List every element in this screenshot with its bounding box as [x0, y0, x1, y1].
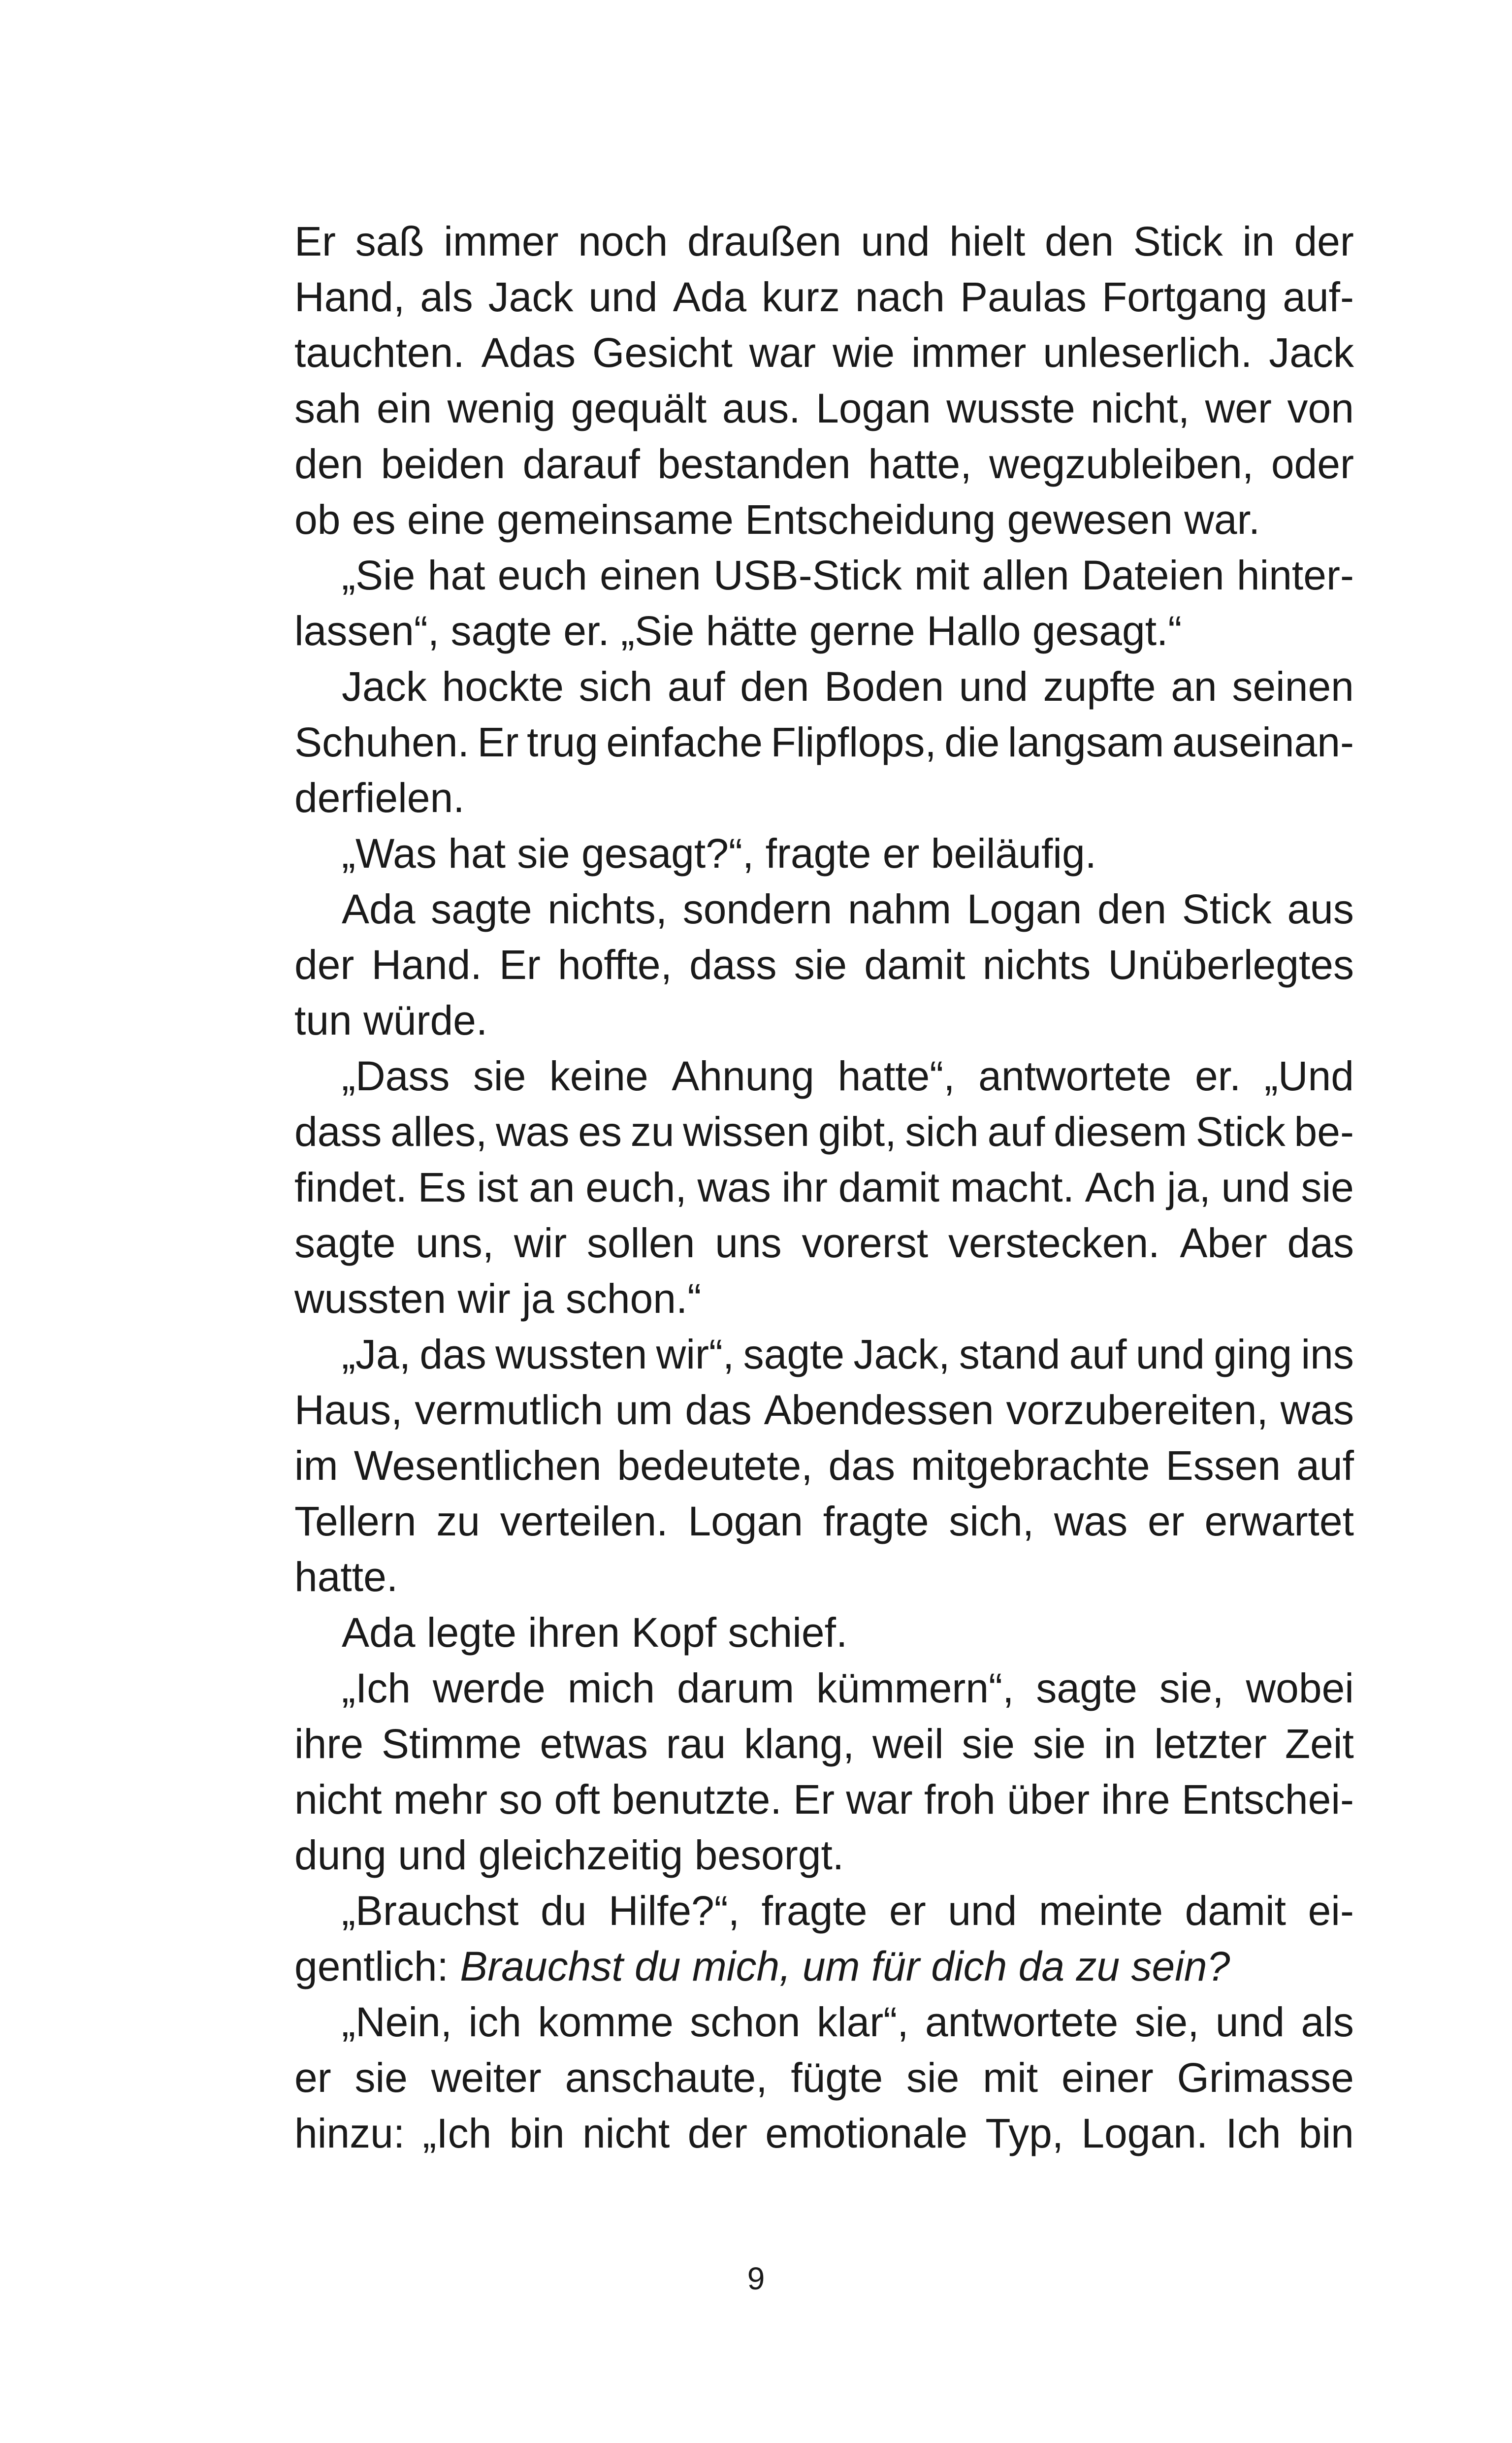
word: Stick [1133, 218, 1223, 264]
word: verteilen. [500, 1498, 668, 1544]
word: wobei [1246, 1665, 1354, 1711]
word: aus [1287, 886, 1354, 932]
word: zupfte [1043, 663, 1156, 710]
word: rau [666, 1721, 726, 1767]
word: wer [1205, 385, 1272, 431]
text-line [294, 1939, 1354, 1994]
word: und [959, 663, 1028, 710]
word: „Ich [342, 1665, 411, 1711]
text-line [294, 1772, 1354, 1827]
word: euch [497, 552, 587, 598]
text-line [294, 269, 1354, 325]
word: war [749, 329, 816, 376]
word: er [294, 2054, 331, 2101]
word: Hand. [371, 942, 482, 988]
word: einfache [606, 719, 763, 765]
page-number: 9 [747, 2261, 765, 2296]
word: Hand, [294, 274, 405, 320]
word: Boden [824, 663, 944, 710]
word: ein [376, 385, 432, 431]
word: Er [477, 719, 519, 765]
word: aus. [722, 385, 801, 431]
word: bin [509, 2110, 565, 2156]
word: das [1287, 1220, 1354, 1266]
text-line [294, 715, 1354, 770]
word: immer [444, 218, 559, 264]
word: Ada [342, 886, 416, 932]
word: bestanden [657, 441, 851, 487]
text-line [294, 993, 1354, 1048]
word: ihre [294, 1721, 364, 1767]
word: uns, [416, 1220, 494, 1266]
word: das [419, 1331, 486, 1377]
word: sie [906, 2054, 960, 2101]
word: nicht [294, 1776, 382, 1823]
word: Logan. [1081, 2110, 1208, 2156]
text-line [294, 1048, 1354, 1104]
text-line [294, 492, 1354, 548]
word: Hilfe?“, [609, 1888, 740, 1934]
word: Er [793, 1776, 835, 1823]
word: dass [294, 1108, 382, 1155]
word: Stick [1195, 1108, 1286, 1155]
text-line [294, 381, 1354, 436]
word: der [1294, 218, 1354, 264]
word: unleserlich. [1043, 329, 1253, 376]
word: der [687, 2110, 748, 2156]
word: Schuhen. [294, 719, 469, 765]
word: ihre [1101, 1776, 1170, 1823]
word: diesem [1054, 1108, 1187, 1155]
word: hat [427, 552, 485, 598]
word: „Nein, [342, 1999, 452, 2045]
word: ins [1301, 1331, 1354, 1377]
word: etwas [540, 1721, 648, 1767]
word: sich [579, 663, 653, 710]
word: emotionale [765, 2110, 968, 2156]
word: war [846, 1776, 913, 1823]
text-line [294, 1494, 1354, 1549]
word: Aber [1180, 1220, 1267, 1266]
word: von [1287, 385, 1354, 431]
word: Dateien [1082, 552, 1224, 598]
text-line [294, 2050, 1354, 2106]
word: komme [538, 1999, 674, 2045]
text-line [294, 2106, 1354, 2161]
text-line [294, 1271, 1354, 1327]
word: sagte [1036, 1665, 1137, 1711]
word: sagte [743, 1331, 845, 1377]
word: sollen [586, 1220, 695, 1266]
word: Flipflops, [771, 719, 936, 765]
word: er. [1194, 1053, 1241, 1099]
word: damit [1185, 1888, 1287, 1934]
word: die [944, 719, 1000, 765]
word: den [740, 663, 809, 710]
text-line [294, 1327, 1354, 1382]
word: „Ich [422, 2110, 492, 2156]
word: mich [567, 1665, 655, 1711]
word: vorerst [802, 1220, 929, 1266]
word: Es [418, 1164, 466, 1210]
text-line [294, 1827, 1354, 1883]
word: ist [477, 1164, 518, 1210]
word: Ich [1225, 2110, 1281, 2156]
word: und [588, 274, 658, 320]
word: bin [1298, 2110, 1354, 2156]
word: Fortgang [1101, 274, 1268, 320]
word: Jack [1269, 329, 1354, 376]
word: sie [1301, 1164, 1354, 1210]
word: wenig [447, 385, 556, 431]
word: sie [962, 1721, 1015, 1767]
line-text: derfielen. [294, 775, 465, 821]
word: Gesicht [592, 329, 733, 376]
word: hockte [442, 663, 564, 710]
word: gibt, [818, 1108, 897, 1155]
body-text [294, 214, 1354, 2161]
word: stand [959, 1331, 1061, 1377]
word: auf [1069, 1331, 1127, 1377]
word: klar“, [816, 1999, 909, 2045]
word: USB-Stick [713, 552, 902, 598]
word: zu [630, 1108, 675, 1155]
text-line [294, 1994, 1354, 2050]
word: meinte [1038, 1888, 1163, 1934]
text-line [294, 1883, 1354, 1939]
word: Ada [673, 274, 747, 320]
text-line [294, 325, 1354, 381]
word: bedeutete, [617, 1442, 813, 1489]
line-text: ob es eine gemeinsame Entscheidung gewesen war. [294, 496, 1260, 543]
word: auf- [1283, 274, 1354, 320]
line-text: wussten wir ja schon.“ [294, 1275, 702, 1322]
word: den [1045, 218, 1114, 264]
word: wusste [946, 385, 1075, 431]
word: hatte“, [837, 1053, 955, 1099]
word: sie, [1159, 1665, 1224, 1711]
word: wie [833, 329, 895, 376]
word: wussten [495, 1331, 647, 1377]
word: kümmern“, [816, 1665, 1014, 1711]
italic-text: Brauchst du mich, um für dich da zu sein? [460, 1943, 1230, 1989]
word: uns [715, 1220, 782, 1266]
word: trug [527, 719, 598, 765]
text-line [294, 770, 1354, 826]
word: so [499, 1776, 543, 1823]
word: Jack [488, 274, 574, 320]
word: Logan [688, 1498, 803, 1544]
word: Ahnung [672, 1053, 814, 1099]
word: fragte [823, 1498, 929, 1544]
word: nichts [982, 942, 1091, 988]
word: Typ, [985, 2110, 1064, 2156]
word: froh [924, 1776, 996, 1823]
word: findet. [294, 1164, 407, 1210]
word: über [1007, 1776, 1090, 1823]
word: das [828, 1442, 895, 1489]
word: auf [667, 663, 725, 710]
word: hinzu: [294, 2110, 405, 2156]
word: Paulas [960, 274, 1087, 320]
word: sie [1032, 1721, 1086, 1767]
word: sagte [431, 886, 532, 932]
word: Unüberlegtes [1108, 942, 1354, 988]
word: „Sie [342, 552, 416, 598]
word: dass [689, 942, 777, 988]
text-line [294, 1215, 1354, 1271]
word: darauf [522, 441, 640, 487]
word: draußen [687, 218, 841, 264]
text-line [294, 937, 1354, 993]
text-line [294, 548, 1354, 603]
word: sie, [1134, 1999, 1199, 2045]
word: allen [982, 552, 1069, 598]
word: tauchten. [294, 329, 465, 376]
word: er [889, 1888, 926, 1934]
word: hatte, [868, 441, 972, 487]
word: Er [499, 942, 541, 988]
word: keine [549, 1053, 648, 1099]
word: Zeit [1285, 1721, 1354, 1767]
word: als [420, 274, 473, 320]
line-text: Ada legte ihren Kopf schief. [342, 1609, 848, 1656]
word: im [294, 1442, 338, 1489]
word: klang, [744, 1721, 855, 1767]
word: Er [294, 218, 336, 264]
text-line [294, 214, 1354, 269]
word: noch [578, 218, 668, 264]
word: sie [794, 942, 847, 988]
word: was [496, 1108, 570, 1155]
word: einer [1061, 2054, 1154, 2101]
word: und [1221, 1164, 1290, 1210]
word: in [1104, 1721, 1136, 1767]
line-text: dung und gleichzeitig besorgt. [294, 1832, 844, 1878]
text-line [294, 659, 1354, 715]
word: antwortete [978, 1053, 1172, 1099]
word: Stick [1182, 886, 1272, 932]
word: auf [1296, 1442, 1354, 1489]
word: wir“, [656, 1331, 735, 1377]
word: schon [690, 1999, 801, 2045]
word: du [541, 1888, 587, 1934]
word: um [615, 1387, 673, 1433]
word: wegzubleiben, [989, 441, 1254, 487]
word: immer [911, 329, 1027, 376]
word: auf [987, 1108, 1045, 1155]
text-line [294, 1661, 1354, 1716]
text-line [294, 436, 1354, 492]
word: Adas [481, 329, 576, 376]
text-line [294, 603, 1354, 659]
word: und [948, 1888, 1017, 1934]
word: benutzte. [611, 1776, 782, 1823]
word: be- [1294, 1108, 1354, 1155]
word: letzter [1154, 1721, 1267, 1767]
word: sich, [949, 1498, 1034, 1544]
word: Stimme [381, 1721, 522, 1767]
word: erwartet [1204, 1498, 1354, 1544]
word: Logan [966, 886, 1082, 932]
word: werde [432, 1665, 546, 1711]
line-text: lassen“, sagte er. „Sie hätte gerne Hallo gesagt.“ [294, 608, 1182, 654]
word: fragte [761, 1888, 868, 1934]
text-line [294, 1605, 1354, 1661]
text-line [294, 1160, 1354, 1215]
word: „Ja, [342, 1331, 411, 1377]
word: ihr [781, 1164, 828, 1210]
line-text: tun würde. [294, 997, 488, 1043]
word: mit [983, 2054, 1038, 2101]
word: Haus, [294, 1387, 403, 1433]
word: nicht, [1091, 385, 1190, 431]
word: sie [473, 1053, 526, 1099]
text-line [294, 1716, 1354, 1772]
word: auseinan- [1172, 719, 1354, 765]
word: Entschei- [1181, 1776, 1354, 1823]
word: vorzubereiten, [1006, 1387, 1268, 1433]
text-line [294, 881, 1354, 937]
word: und [1135, 1331, 1205, 1377]
word: es [578, 1108, 622, 1155]
word: verstecken. [948, 1220, 1160, 1266]
word: was [697, 1164, 771, 1210]
word: Logan [816, 385, 931, 431]
word: nichts, [547, 886, 668, 932]
word: an [1171, 663, 1217, 710]
word: mitgebrachte [911, 1442, 1150, 1489]
word: langsam [1007, 719, 1164, 765]
word: mehr [393, 1776, 488, 1823]
word: damit [838, 1164, 940, 1210]
word: ei- [1308, 1888, 1354, 1934]
word: den [294, 441, 364, 487]
word: beiden [381, 441, 506, 487]
word: sagte [294, 1220, 396, 1266]
text-line [294, 1549, 1354, 1605]
word: er [1148, 1498, 1185, 1544]
word: Jack [342, 663, 427, 710]
word: Wesentlichen [354, 1442, 602, 1489]
word: anschaute, [565, 2054, 768, 2101]
word: Abendessen [764, 1387, 994, 1433]
line-text: gentlich: [294, 1943, 460, 1989]
word: fügte [791, 2054, 883, 2101]
word: Jack, [853, 1331, 950, 1377]
word: was [1054, 1498, 1128, 1544]
word: Grimasse [1177, 2054, 1354, 2101]
word: weiter [431, 2054, 542, 2101]
word: „Dass [342, 1053, 450, 1099]
word: wir [514, 1220, 567, 1266]
word: alles, [390, 1108, 487, 1155]
word: hinter- [1236, 552, 1354, 598]
word: nach [855, 274, 945, 320]
word: wissen [683, 1108, 810, 1155]
word: sie [354, 2054, 408, 2101]
word: euch, [585, 1164, 687, 1210]
word: nahm [847, 886, 952, 932]
word: den [1097, 886, 1167, 932]
line-text: „Was hat sie gesagt?“, fragte er beiläufig. [342, 830, 1096, 877]
word: sah [294, 385, 361, 431]
word: „Brauchst [342, 1888, 519, 1934]
word: was [1280, 1387, 1354, 1433]
word: Ach [1085, 1164, 1157, 1210]
word: saß [355, 218, 424, 264]
text-line [294, 826, 1354, 881]
text-line [294, 1104, 1354, 1160]
word: hielt [949, 218, 1026, 264]
word: darum [677, 1665, 795, 1711]
word: oft [554, 1776, 600, 1823]
word: sich [905, 1108, 979, 1155]
line-text: hatte. [294, 1554, 398, 1600]
word: der [294, 942, 354, 988]
word: ja, [1167, 1164, 1211, 1210]
word: zu [436, 1498, 480, 1544]
word: oder [1271, 441, 1354, 487]
word: nicht [582, 2110, 670, 2156]
text-line [294, 1438, 1354, 1494]
text-line [294, 1382, 1354, 1438]
word: mit [914, 552, 969, 598]
word: hoffte, [557, 942, 672, 988]
word: seinen [1232, 663, 1354, 710]
word: Essen [1165, 1442, 1281, 1489]
word: macht. [950, 1164, 1074, 1210]
word: an [529, 1164, 575, 1210]
word: sondern [682, 886, 833, 932]
word: vermutlich [415, 1387, 604, 1433]
word: als [1301, 1999, 1354, 2045]
word: „Und [1264, 1053, 1354, 1099]
word: damit [864, 942, 965, 988]
word: ich [468, 1999, 521, 2045]
word: gequält [571, 385, 707, 431]
word: Tellern [294, 1498, 417, 1544]
word: kurz [762, 274, 840, 320]
word: und [861, 218, 930, 264]
word: ging [1214, 1331, 1292, 1377]
word: in [1242, 218, 1275, 264]
word: und [1215, 1999, 1285, 2045]
word: antwortete [925, 1999, 1119, 2045]
word: weil [872, 1721, 944, 1767]
word: das [685, 1387, 752, 1433]
word: einen [600, 552, 701, 598]
